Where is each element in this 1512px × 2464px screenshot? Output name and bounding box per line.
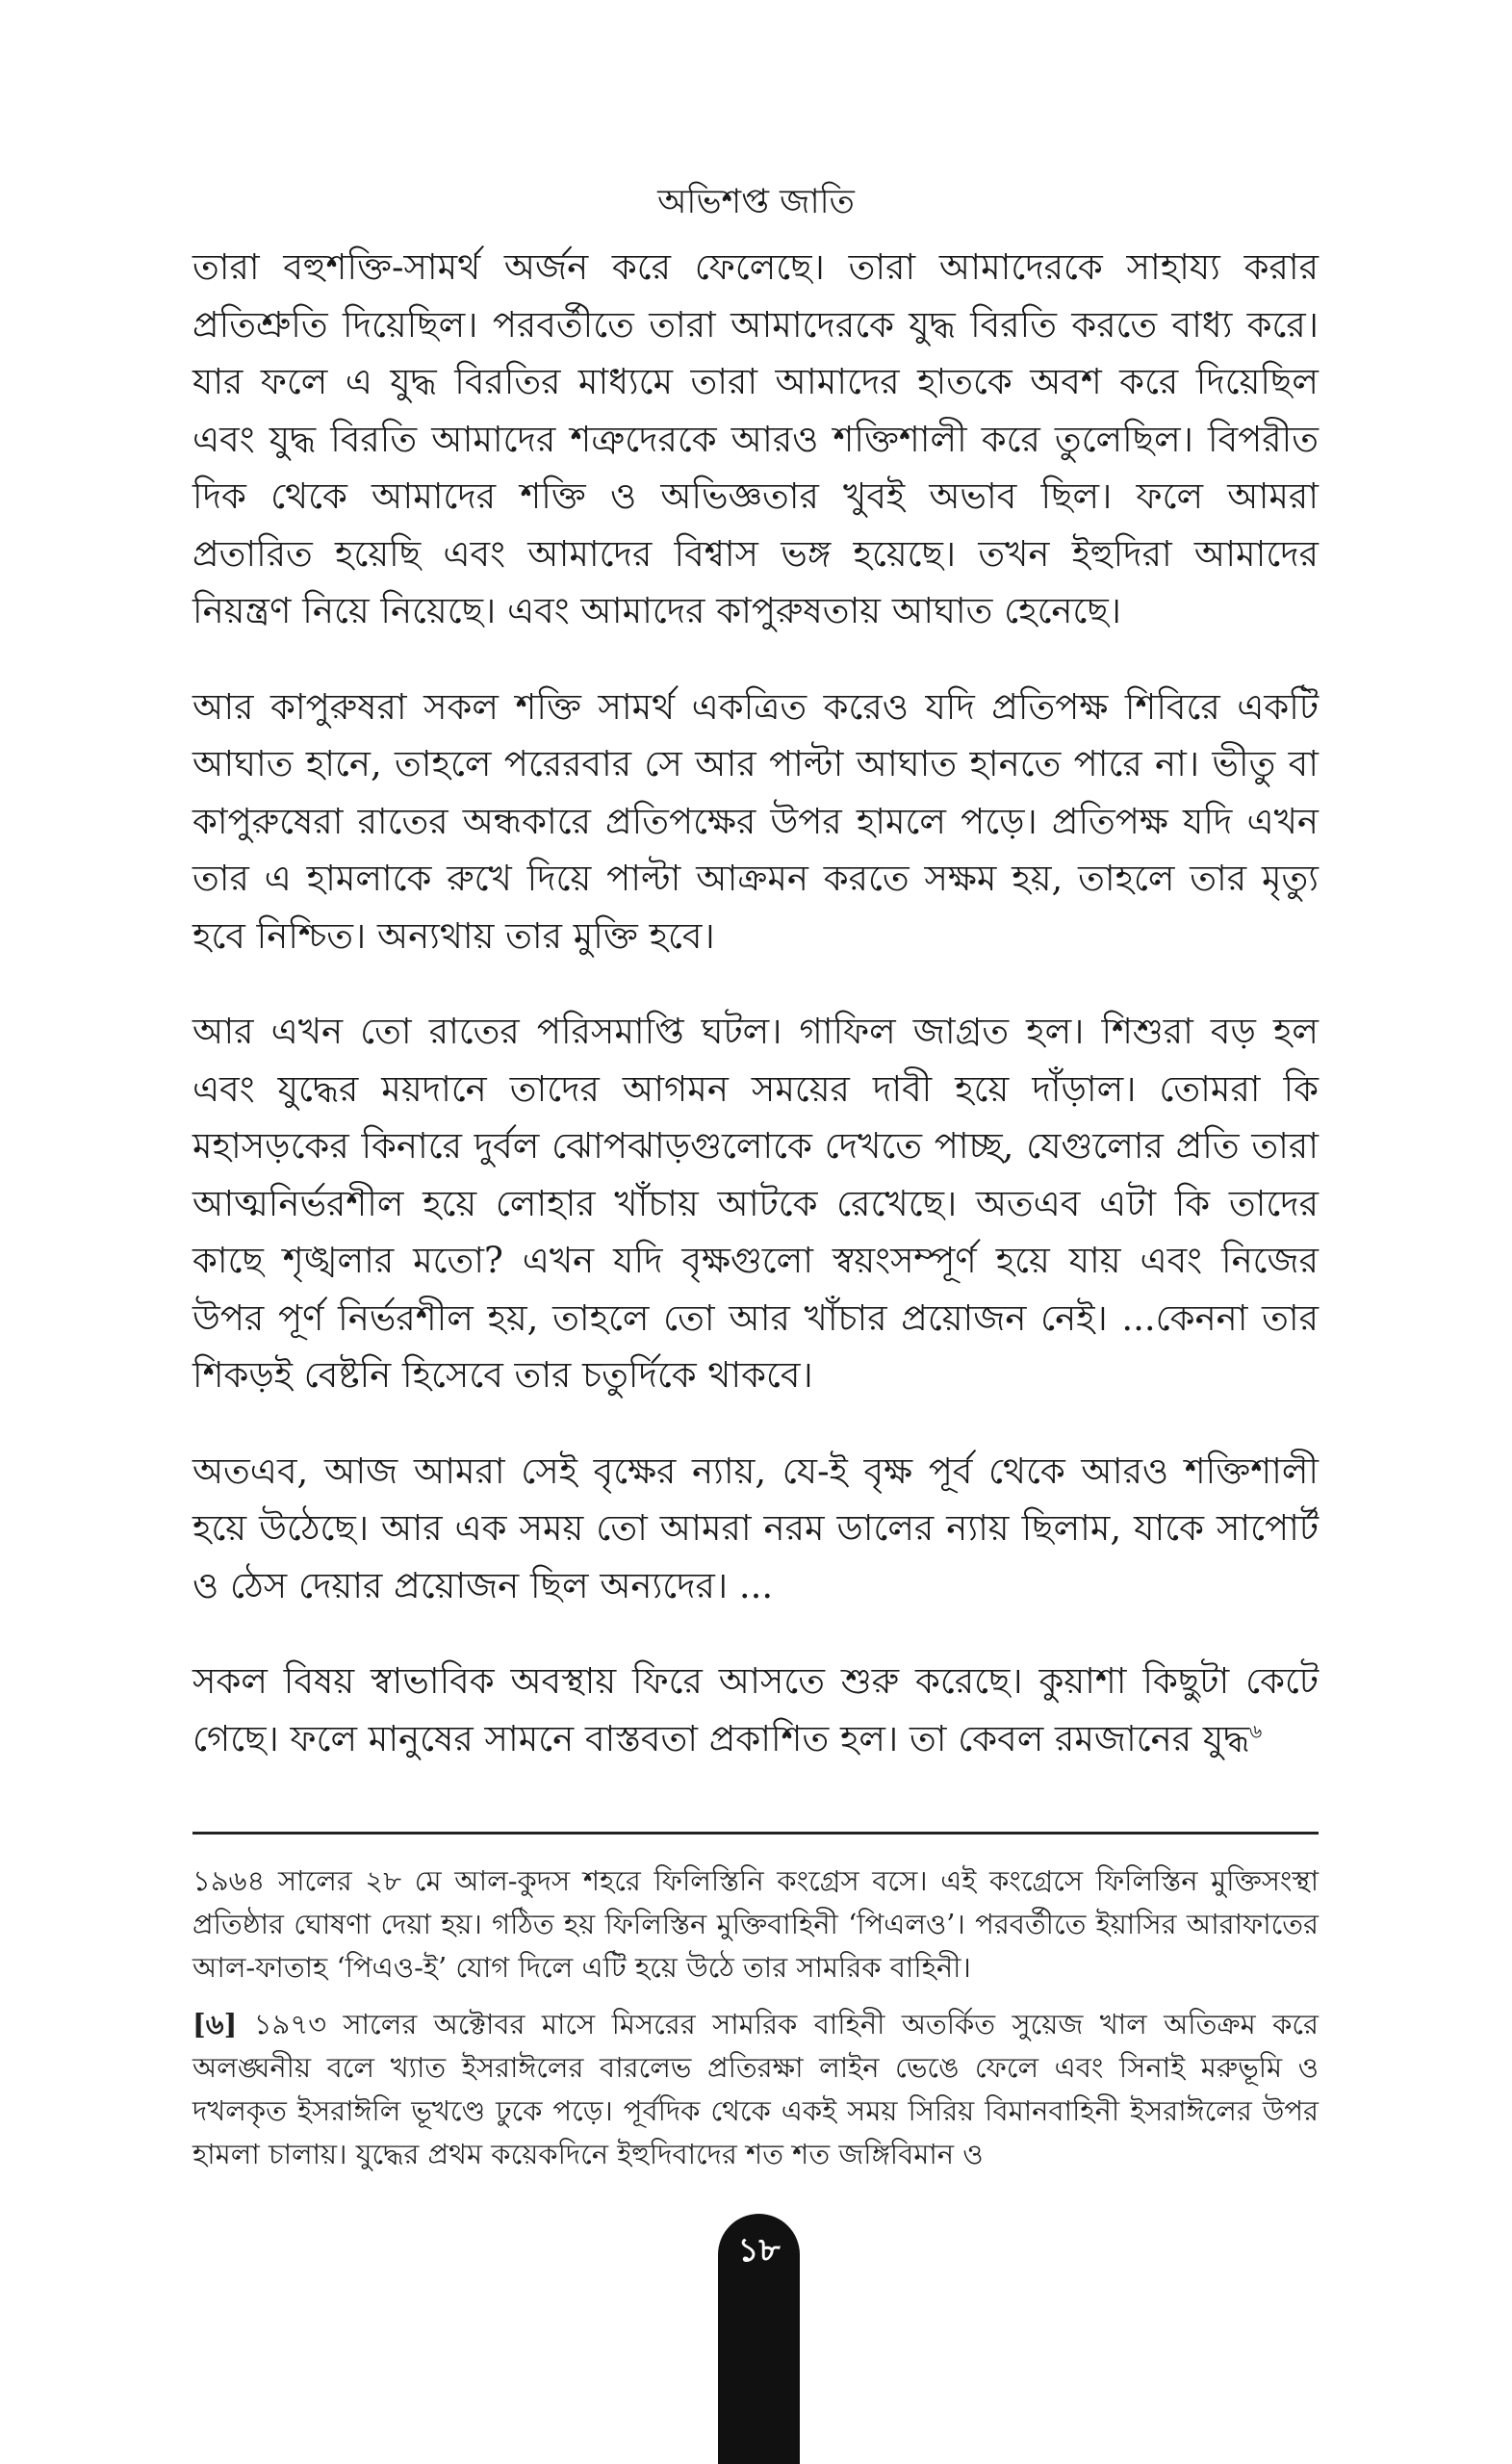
paragraph-3: আর এখন তো রাতের পরিসমাপ্তি ঘটল। গাফিল জাগ্রত হল। শিশুরা বড় হল এবং যুদ্ধের ময়দানে তাদের আগমন সময়ের দাবী হয়ে দাঁড়াল। তোমরা কি মহাসড়কের কিনারে দুর্বল ঝোপঝাড়গুলোকে দেখতে পাচ্ছ, যেগুলোর প্রতি তারা আত্মনির্ভরশীল হয়ে লোহার খাঁচায় আটকে রেখেছে। অতএব এটা কি তাদের কাছে শৃঙ্খলার মতো? এখন যদি বৃক্ষগুলো স্বয়ংসম্পূর্ণ হয়ে যায় এবং নিজের উপর পূর্ণ নির্ভরশীল হয়, তাহলে তো আর খাঁচার প্রয়োজন নেই। ...কেননা তার শিকড়ই বেষ্টনি হিসেবে তার চতুর্দিকে থাকবে। [192,1011,1319,1396]
footnote-6-number: [৬] [192,2008,238,2040]
footnote-marker: ৬ [1249,1719,1263,1743]
paragraph-4: অতএব, আজ আমরা সেই বৃক্ষের ন্যায়, যে-ই বৃক্ষ পূর্ব থেকে আরও শক্তিশালী হয়ে উঠেছে। আর এক সময় তো আমরা নরম ডালের ন্যায় ছিলাম, যাকে সাপোর্ট ও ঠেস দেয়ার প্রয়োজন ছিল অন্যদের। ... [192,1450,1319,1606]
footnote-divider [192,1832,1319,1835]
footnote-5: ১৯৬৪ সালের ২৮ মে আল-কুদস শহরে ফিলিস্তিনি কংগ্রেস বসে। এই কংগ্রেসে ফিলিস্তিন মুক্তিসংস্থা প্রতিষ্ঠার ঘোষণা দেয়া হয়। গঠিত হয় ফিলিস্তিন মুক্তিবাহিনী ‘পিএলও’। পরবর্তীতে ইয়াসির আরাফাতের আল-ফাতাহ ‘পিএও-ই’ যোগ দিলে এটি হয়ে উঠে তার সামরিক বাহিনী। [192,1864,1319,1984]
paragraph-2: আর কাপুরুষরা সকল শক্তি সামর্থ একত্রিত করেও যদি প্রতিপক্ষ শিবিরে একটি আঘাত হানে, তাহলে পরেরবার সে আর পাল্টা আঘাত হানতে পারে না। ভীতু বা কাপুরুষেরা রাতের অন্ধকারে প্রতিপক্ষের উপর হামলে পড়ে। প্রতিপক্ষ যদি এখন তার এ হামলাকে রুখে দিয়ে পাল্টা আক্রমন করতে সক্ষম হয়, তাহলে তার মৃত্যু হবে নিশ্চিত। অন্যথায় তার মুক্তি হবে। [192,685,1319,957]
paragraph-1: তারা বহুশক্তি-সামর্থ অর্জন করে ফেলেছে। তারা আমাদেরকে সাহায্য করার প্রতিশ্রুতি দিয়েছিল। পরবর্তীতে তারা আমাদেরকে যুদ্ধ বিরতি করতে বাধ্য করে। যার ফলে এ যুদ্ধ বিরতির মাধ্যমে তারা আমাদের হাতকে অবশ করে দিয়েছিল এবং যুদ্ধ বিরতি আমাদের শত্রুদেরকে আরও শক্তিশালী করে তুলেছিল। বিপরীত দিক থেকে আমাদের শক্তি ও অভিজ্ঞতার খুবই অভাব ছিল। ফলে আমরা প্রতারিত হয়েছি এবং আমাদের বিশ্বাস ভঙ্গ হয়েছে। তখন ইহুদিরা আমাদের নিয়ন্ত্রণ নিয়ে নিয়েছে। এবং আমাদের কাপুরুষতায় আঘাত হেনেছে। [192,246,1319,631]
page-number-tab [718,2214,800,2464]
main-text [192,239,1319,1806]
footnote-6-text: ১৯৭৩ সালের অক্টোবর মাসে মিসরের সামরিক বাহিনী অতর্কিত সুয়েজ খাল অতিক্রম করে অলঙ্ঘনীয় বলে খ্যাত ইসরাঈলের বারলেভ প্রতিরক্ষা লাইন ভেঙে ফেলে এবং সিনাই মরুভূমি ও দখলকৃত ইসরাঈলি ভূখণ্ডে ঢুকে পড়ে। পূর্বদিক থেকে একই সময় সিরিয় বিমানবাহিনী ইসরাঈলের উপর হামলা চালায়। যুদ্ধের প্রথম কয়েকদিনে ইহুদিবাদের শত শত জঙ্গিবিমান ও [192,2008,1320,2170]
footnotes [192,1860,1319,2190]
running-header: অভিশপ্ত জাতি [657,183,855,221]
paragraph-5 [192,1653,1319,1767]
paragraph-5-text: সকল বিষয় স্বাভাবিক অবস্থায় ফিরে আসতে শুরু করেছে। কুয়াশা কিছুটা কেটে গেছে। ফলে মানুষের সামনে বাস্তবতা প্রকাশিত হল। তা কেবল রমজানের যুদ্ধ [192,1660,1319,1759]
footnote-6 [192,2003,1319,2176]
page-number: ১৮ [737,2231,781,2270]
